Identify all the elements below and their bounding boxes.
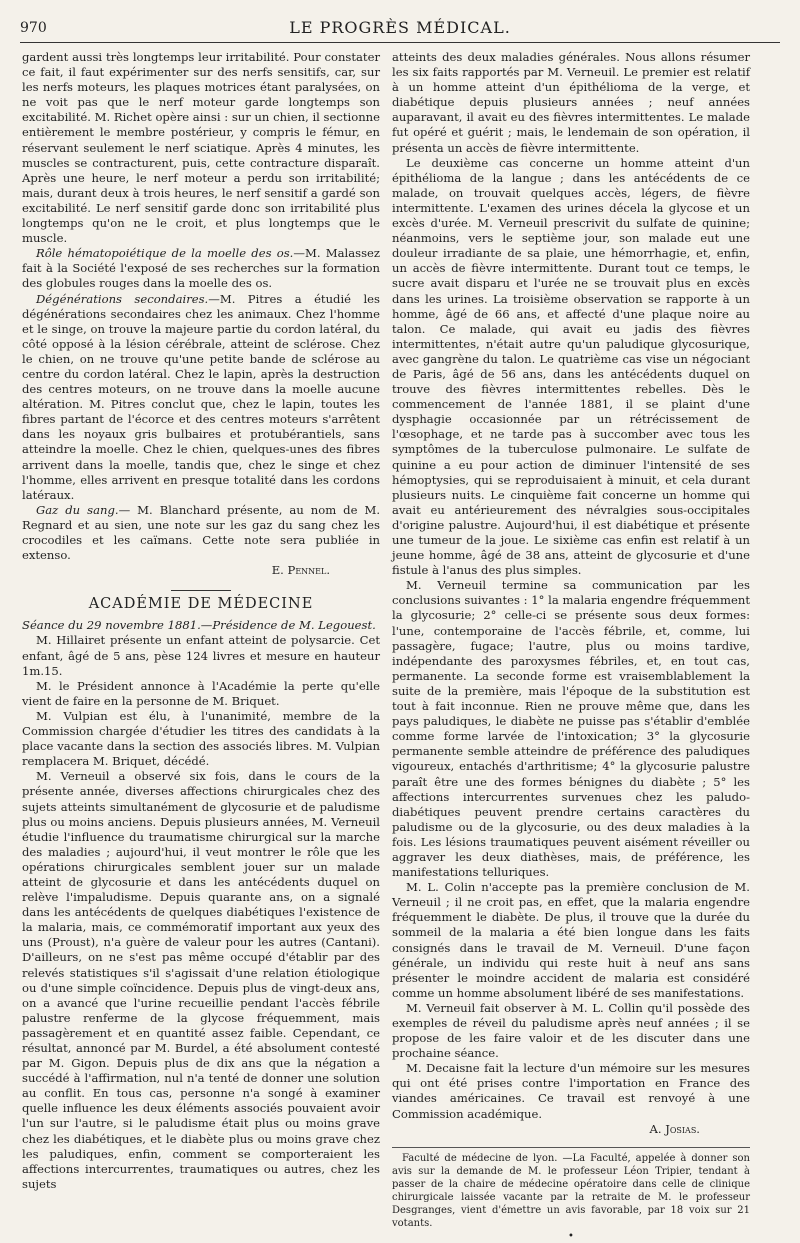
paragraph: Gaz du sang.— M. Blanchard présente, au nom de M. Regnard et au sien, une note sur les gaz du sang chez les crocodiles et les caïmans. Cette note sera publiée in extenso. <box>22 502 381 563</box>
footnote-text: Faculté de médecine de lyon. —La Faculté, appelée à donner son avis sur la demande de M. le professeur Léon Tripier, tendant à passer de la chaire de médecine opératoire dans celle de clinique chirurgicale laissée vacante par la retraite de M. le professeur Desgranges, vient d'émettre un avis favorable, par 18 voix sur 21 votants. <box>392 1152 750 1229</box>
section-title: Gaz du sang. <box>36 502 119 517</box>
section-title: Dégénérations secondaires. <box>36 291 209 306</box>
footnote <box>392 1147 750 1243</box>
page-header <box>20 12 780 43</box>
divider <box>171 590 231 591</box>
paragraph: gardent aussi très longtemps leur irritabilité. Pour constater ce fait, il faut expérimenter sur des nerfs sensitifs, car, sur les nerfs moteurs, les plaques motrices étant paralysées, on ne voit pas que le nerf moteur garde longtemps son excitabilité. M. Richet opère ainsi : sur un chien, il sectionne entièrement le membre postérieur, y compris le fémur, en réservant seulement le nerf sciatique. Après 4 minutes, les muscles se contracturent, puis, cette contracture disparaît. Après une heure, le nerf moteur a perdu son irritabilité; mais, durant deux à trois heures, le nerf sensitif a gardé son excitabilité. Le nerf sensitif garde donc son irritabilité plus longtemps qu'on ne le croit, et plus longtemps que le muscle. <box>22 50 381 246</box>
paragraph: M. Verneuil fait observer à M. L. Collin qu'il possède des exemples de réveil du paludisme après neuf années ; il se propose de les faire valoir et de les discuter dans une prochaine séance. <box>392 1000 750 1061</box>
section-heading: ACADÉMIE DE MÉDECINE <box>88 596 314 613</box>
paragraph: M. Verneuil a observé six fois, dans le cours de la présente année, diverses affections chirurgicales chez des sujets atteints simultanément de glycosurie et de paludisme plus ou moins anciens. Depuis plusieurs années, M. Verneuil étudie l'influence du traumatisme chirurgical sur la marche des maladies ; aujourd'hui, il veut montrer le rôle que les opérations chirurgicales semblent jouer sur un malade atteint de glycosurie et dans les antécédents duquel on relève l'impaludisme. Depuis quarante ans, on a signalé dans les antécédents de quelques diabétiques l'existence de la malaria, mais, ce commémoratif important aux yeux des uns (Proust), n'a guère de valeur pour les autres (Cantani). D'ailleurs, on ne s'est pas même occupé d'établir par des relevés statistiques s'il s'agissait d'une relation étiologique ou d'une simple coïncidence. Depuis plus de vingt-deux ans, on a avancé que l'urine recueillie pendant l'accès fébrile palustre renferme de la glycose fréquemment, mais passagèrement et en quantité assez faible. Cependant, ce résultat, annoncé par M. Burdel, a été absolument contesté par M. Gigon. Depuis plus de dix ans que la négation a succédé à l'affirmation, nul n'a tenté de donner une solution au conflit. En tous cas, personne n'a songé à examiner quelle influence les deux éléments associés pouvaient avoir l'un sur l'autre, si le paludisme était plus ou moins grave chez les diabétiques, et le diabète plus ou moins grave chez les paludiques, enfin, comment se comporteraient les affections intercurrentes, traumatiques ou autres, chez les sujets <box>22 769 380 1191</box>
right-column <box>392 50 750 1243</box>
paragraph: Dégénérations secondaires.—M. Pitres a étudié les dégénérations secondaires chez les animaux. Chez l'homme et le singe, on trouve la majeure partie du cordon latéral, du côté opposé à la lésion cérébrale, atteint de sclérose. Chez le chien, on ne trouve qu'une petite bande de sclérose au centre du cordon latéral. Chez le lapin, après la destruction des centres moteurs, on ne trouve dans la moelle aucune altération. M. Pitres conclut que, chez le lapin, toutes les fibres partant de l'écorce et des centres moteurs s'arrêtent dans les noyaux gris bulbaires et protubérantiels, sans atteindre la moelle. Chez le chien, quelques-unes des fibres arrivent dans la moelle, tandis que, chez le singe et chez l'homme, elles arrivent en presque totalité dans les cordons latéraux. <box>22 291 380 502</box>
paragraph: M. Verneuil termine sa communication par les conclusions suivantes : 1° la malaria engendre fréquemment la glycosurie; 2° celle-ci se présente sous deux formes: l'une, contemporaine de l'accès fébrile, et, comme, lui passagère, fugace; l'autre, plus ou moins tardive, indépendante des paroxysmes fébriles, et, en tout cas, permanente. La seconde forme est vraisemblablement la suite de la première, mais l'époque de la substitution est tout à fait inconnue. Rien ne prouve même que, dans les pays paludiques, le diabète ne puisse pas s'établir d'emblée comme forme larvée de l'intoxication; 3° la glycosurie permanente semble atteindre de préférence des paludiques vigoureux, entachés d'arthritisme; 4° la glycosurie palustre paraît être une des formes bénignes du diabète ; 5° les affections intercurrentes survenues chez les paludo-diabétiques peuvent prendre certains caractères du paludisme ou de la glycosurie, ou des deux maladies à la fois. Les lésions traumatiques peuvent aisément réveiller ou aggraver les deux diathèses, mais, de préférence, les manifestations telluriques. <box>392 578 750 880</box>
journal-title: LE PROGRÈS MÉDICAL. <box>289 18 511 37</box>
section-title: Rôle hématopoiétique de la moelle des os. <box>36 246 294 261</box>
left-column <box>22 50 380 1192</box>
paragraph: Rôle hématopoiétique de la moelle des os.—M. Malassez fait à la Société l'exposé de ses recherches sur la formation des globules rouges dans la moelle des os. <box>22 246 381 291</box>
paragraph: Le deuxième cas concerne un homme atteint d'un épithélioma de la langue ; dans les antécédents de ce malade, on trouvait quelques accès, légers, de fièvre intermittente. L'examen des urines décela la glycose et un excès d'urée. M. Verneuil prescrivit du sulfate de quinine; néanmoins, vers le septième jour, son malade eut une douleur irradiante de sa plaie, une hémorrhagie, et, enfin, un accès de fièvre intermittente. Durant tout ce temps, le sucre avait disparu et l'urée ne se trouvait plus en excès dans les urines. La troisième observation se rapporte à un homme, âgé de 66 ans, et affecté d'une plaque noire au talon. Ce malade, qui avait eu jadis des fièvres intermittentes, n'était autre qu'un paludique glycosurique, avec gangrène du talon. Le quatrième cas vise un négociant de Paris, âgé de 56 ans, dans les antécédents duquel on trouve des fièvres intermittentes rebelles. Dès le commencement de l'année 1881, il se plaint d'une dysphagie occasionnée par un rétrécissement de l'œsophage, et ne tarde pas à succomber avec tous les symptômes de la tuberculose pulmonaire. Le sulfate de quinine a eu pour action de diminuer l'intensité de ses hémoptysies, qui se reproduisaient à minuit, et cela durant plusieurs nuits. Le cinquième fait concerne un homme qui avait eu antérieurement des névralgies sous-occipitales d'origine palustre. Aujourd'hui, il est diabétique et présente une tumeur de la joue. Le sixième cas enfin est relatif à un jeune homme, âgé de 38 ans, atteint de glycosurie et d'une fistule à l'anus des plus simples. <box>392 155 750 578</box>
signature: E. Pennel. <box>271 563 330 578</box>
paragraph: M. Decaisne fait la lecture d'un mémoire sur les mesures qui ont été prises contre l'importation en France des viandes américaines. Ce travail est renvoyé à une Commission académique. <box>392 1061 750 1121</box>
signature: A. Josias. <box>649 1121 700 1136</box>
session-line: Séance du 29 novembre 1881.—Présidence de M. Legouest. <box>22 618 376 633</box>
paragraph: M. Hillairet présente un enfant atteint de polysarcie. Cet enfant, âgé de 5 ans, pèse 124 livres et mesure en hauteur 1m.15. <box>22 633 380 678</box>
paragraph: M. le Président annonce à l'Académie la perte qu'elle vient de faire en la personne de M. Briquet. <box>22 678 380 708</box>
paragraph: atteints des deux maladies générales. Nous allons résumer les six faits rapportés par M. Verneuil. Le premier est relatif à un homme atteint d'un épithélioma de la verge, et diabétique depuis plusieurs années ; neuf années auparavant, il avait eu des fièvres intermittentes. Le malade fut opéré et guérit ; mais, le lendemain de son opération, il présenta un accès de fièvre intermittente. <box>392 50 750 155</box>
paragraph: M. L. Colin n'accepte pas la première conclusion de M. Verneuil ; il ne croit pas, en effet, que la malaria engendre fréquemment le diabète. De plus, il trouve que la durée du sommeil de la malaria a été bien longue dans les faits consignés dans le travail de M. Verneuil. D'une façon générale, un individu qui reste huit à neuf ans sans présenter le moindre accident de malaria est considéré comme un homme absolument libéré de ses manifestations. <box>392 880 750 1000</box>
page-number: 970 <box>20 20 47 36</box>
bullet-mark: • <box>568 1230 574 1242</box>
paragraph: M. Vulpian est élu, à l'unanimité, membre de la Commission chargée d'étudier les titres des candidats à la place vacante dans la section des associés libres. M. Vulpian remplacera M. Briquet, décédé. <box>22 708 380 769</box>
